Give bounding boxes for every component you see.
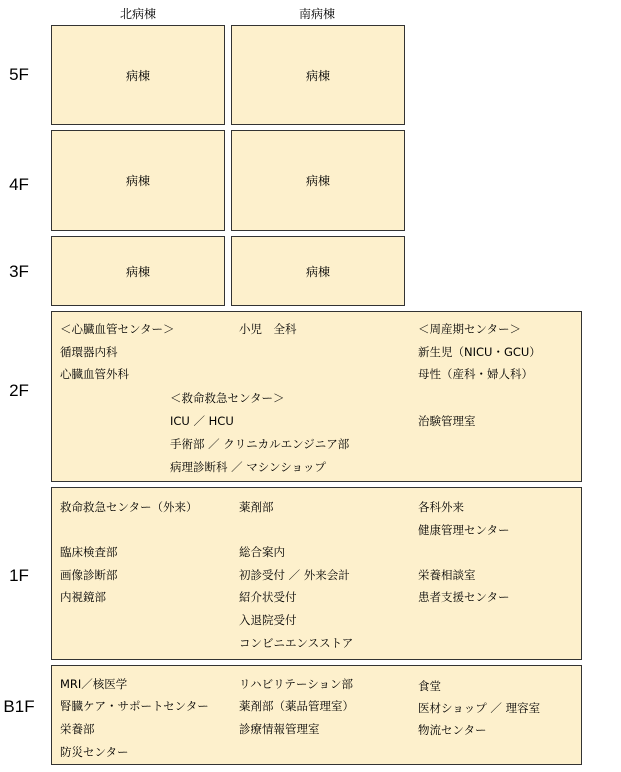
floor-label-3f: 3F: [9, 262, 29, 281]
dept-er-outpatient: 救命救急センター（外来）: [60, 500, 198, 514]
dept-trial-office: 治験管理室: [418, 414, 476, 428]
dept-surgery: 手術部 ／ クリニカルエンジニア部: [170, 437, 350, 451]
ward-label: 病棟: [305, 68, 330, 83]
floor-label-4f: 4F: [9, 175, 29, 194]
dept-imaging: 画像診断部: [60, 568, 118, 582]
ward-4f-north: [51, 130, 225, 231]
dept-information: 総合案内: [239, 545, 285, 559]
dept-patient-support: 患者支援センター: [418, 590, 510, 604]
dept-convenience: コンビニエンスストア: [239, 636, 354, 650]
floor-label-5f: 5F: [9, 65, 29, 84]
ward-3f-north: [51, 236, 225, 306]
dept-logistics: 物流センター: [418, 723, 487, 737]
emergency-center-heading: ＜救命救急センター＞: [170, 391, 285, 405]
dept-pharmacy-mgmt: 薬剤部（薬品管理室）: [239, 699, 354, 713]
dept-nutrition-consult: 栄養相談室: [418, 568, 476, 582]
dept-neonatal: 新生児（NICU・GCU）: [418, 345, 541, 359]
north-ward-header: 北病棟: [119, 7, 156, 21]
floor-1f-box: [51, 487, 582, 660]
dept-mri: MRI／核医学: [60, 677, 128, 691]
dept-lab: 臨床検査部: [60, 545, 118, 559]
dept-kidney: 腎臓ケア・サポートセンター: [60, 699, 209, 713]
dept-cardiology: 循環器内科: [60, 345, 118, 359]
south-ward-header: 南病棟: [298, 7, 335, 21]
dept-first-visit: 初診受付 ／ 外来会計: [239, 568, 350, 582]
dept-pathology: 病理診断科 ／ マシンショップ: [170, 460, 327, 474]
cardio-center-heading: ＜心臓血管センター＞: [60, 322, 175, 336]
ward-label: 病棟: [125, 264, 150, 279]
dept-shop: 医材ショップ ／ 理容室: [418, 701, 541, 715]
floor-b1f-box: [51, 665, 582, 765]
dept-health-center: 健康管理センター: [418, 523, 510, 537]
dept-rehab: リハビリテーション部: [239, 677, 353, 691]
ward-label: 病棟: [125, 174, 150, 188]
floor-label-b1f: B1F: [3, 697, 35, 716]
dept-outpatient: 各科外来: [418, 500, 464, 514]
ward-5f-south: [231, 25, 405, 125]
ward-label: 病棟: [305, 174, 330, 188]
ward-3f-south: [231, 236, 405, 306]
dept-cafeteria: 食堂: [418, 679, 441, 693]
dept-admission: 入退院受付: [239, 613, 297, 627]
dept-medical-info: 診療情報管理室: [239, 722, 320, 736]
dept-nutrition: 栄養部: [60, 722, 95, 736]
dept-cardio-surgery: 心臓血管外科: [60, 367, 129, 381]
dept-endoscopy: 内視鏡部: [60, 590, 106, 604]
floor-label-2f: 2F: [9, 381, 29, 400]
dept-referral: 紹介状受付: [239, 590, 297, 604]
dept-icu: ICU ／ HCU: [170, 414, 234, 428]
ward-4f-south: [231, 130, 405, 231]
dept-disaster: 防災センター: [60, 745, 129, 759]
floor-label-1f: 1F: [9, 566, 29, 585]
floor-2f-box: [51, 311, 582, 482]
ward-label: 病棟: [305, 264, 330, 279]
perinatal-center-heading: ＜周産期センター＞: [418, 322, 522, 336]
ward-label: 病棟: [125, 68, 150, 83]
ward-5f-north: [51, 25, 225, 125]
dept-pediatrics: 小児 全科: [239, 322, 297, 336]
dept-maternal: 母性（産科・婦人科）: [418, 367, 533, 381]
dept-pharmacy: 薬剤部: [239, 500, 274, 514]
